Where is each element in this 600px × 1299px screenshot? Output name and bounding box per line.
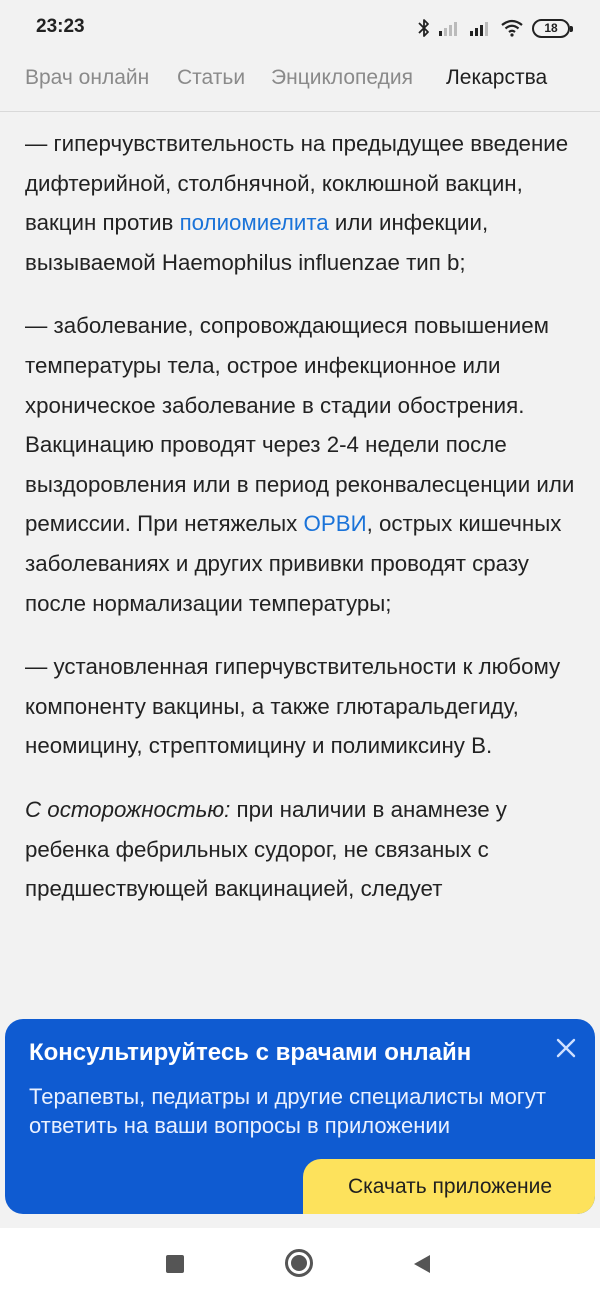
tab-articles[interactable]: Статьи bbox=[177, 66, 246, 89]
article-content bbox=[25, 124, 585, 933]
battery-icon bbox=[532, 19, 570, 38]
back-icon[interactable] bbox=[412, 1253, 432, 1280]
status-icons bbox=[418, 15, 570, 41]
status-time: 23:23 bbox=[36, 16, 85, 37]
article-paragraph: — гиперчувствительность на предыдущее введение дифтерийной, столбнячной, коклюшной вакцин, вакцин против полиомиелита или инфекции, вызываемой Haemophilus influenzae тип b; bbox=[25, 131, 569, 275]
recent-apps-icon[interactable] bbox=[166, 1255, 184, 1273]
home-icon[interactable] bbox=[285, 1249, 313, 1277]
download-app-button[interactable]: Скачать приложение bbox=[303, 1159, 595, 1214]
close-icon[interactable] bbox=[555, 1037, 577, 1059]
article-paragraph: С осторожностью: при наличии в анамнезе у ребенка фебрильных судорог, не связаных с предшествующей вакцинацией, следует bbox=[25, 796, 507, 902]
wifi-icon bbox=[501, 19, 523, 37]
battery-level: 18 bbox=[544, 21, 558, 35]
promo-banner bbox=[5, 1019, 595, 1214]
promo-text: Терапевты, педиатры и другие специалисты могут ответить на ваши вопросы в приложении bbox=[29, 1084, 546, 1138]
caution-label: С осторожностью: bbox=[25, 796, 231, 822]
signal-icon bbox=[470, 20, 492, 36]
tab-medicines[interactable]: Лекарства bbox=[446, 66, 548, 89]
article-paragraph: — заболевание, сопровождающиеся повышением температуры тела, острое инфекционное или хроническое заболевание в стадии обострения. Вакцинацию проводят через 2-4 недели после выздоровления или в период реконвалесценции или ремиссии. При нетяжелых ОРВИ, острых кишечных заболеваниях и других прививки проводят сразу после нормализации температуры; bbox=[25, 313, 575, 616]
system-nav-bar bbox=[0, 1228, 600, 1299]
status-bar bbox=[0, 0, 600, 54]
top-nav bbox=[0, 54, 600, 112]
orvi-link[interactable]: ОРВИ bbox=[303, 511, 367, 537]
tab-doctor-online[interactable]: Врач онлайн bbox=[25, 66, 150, 89]
tab-encyclopedia[interactable]: Энциклопедия bbox=[271, 66, 413, 89]
promo-title: Консультируйтесь с врачами онлайн bbox=[29, 1039, 472, 1066]
article-paragraph: — установленная гиперчувствительности к любому компоненту вакцины, а также глютаральдегиду, неомицину, стрептомицину и полимиксину В. bbox=[25, 654, 561, 759]
bluetooth-icon bbox=[418, 18, 430, 38]
poliomyelitis-link[interactable]: полиомиелита bbox=[179, 210, 329, 236]
signal-icon bbox=[439, 20, 461, 36]
